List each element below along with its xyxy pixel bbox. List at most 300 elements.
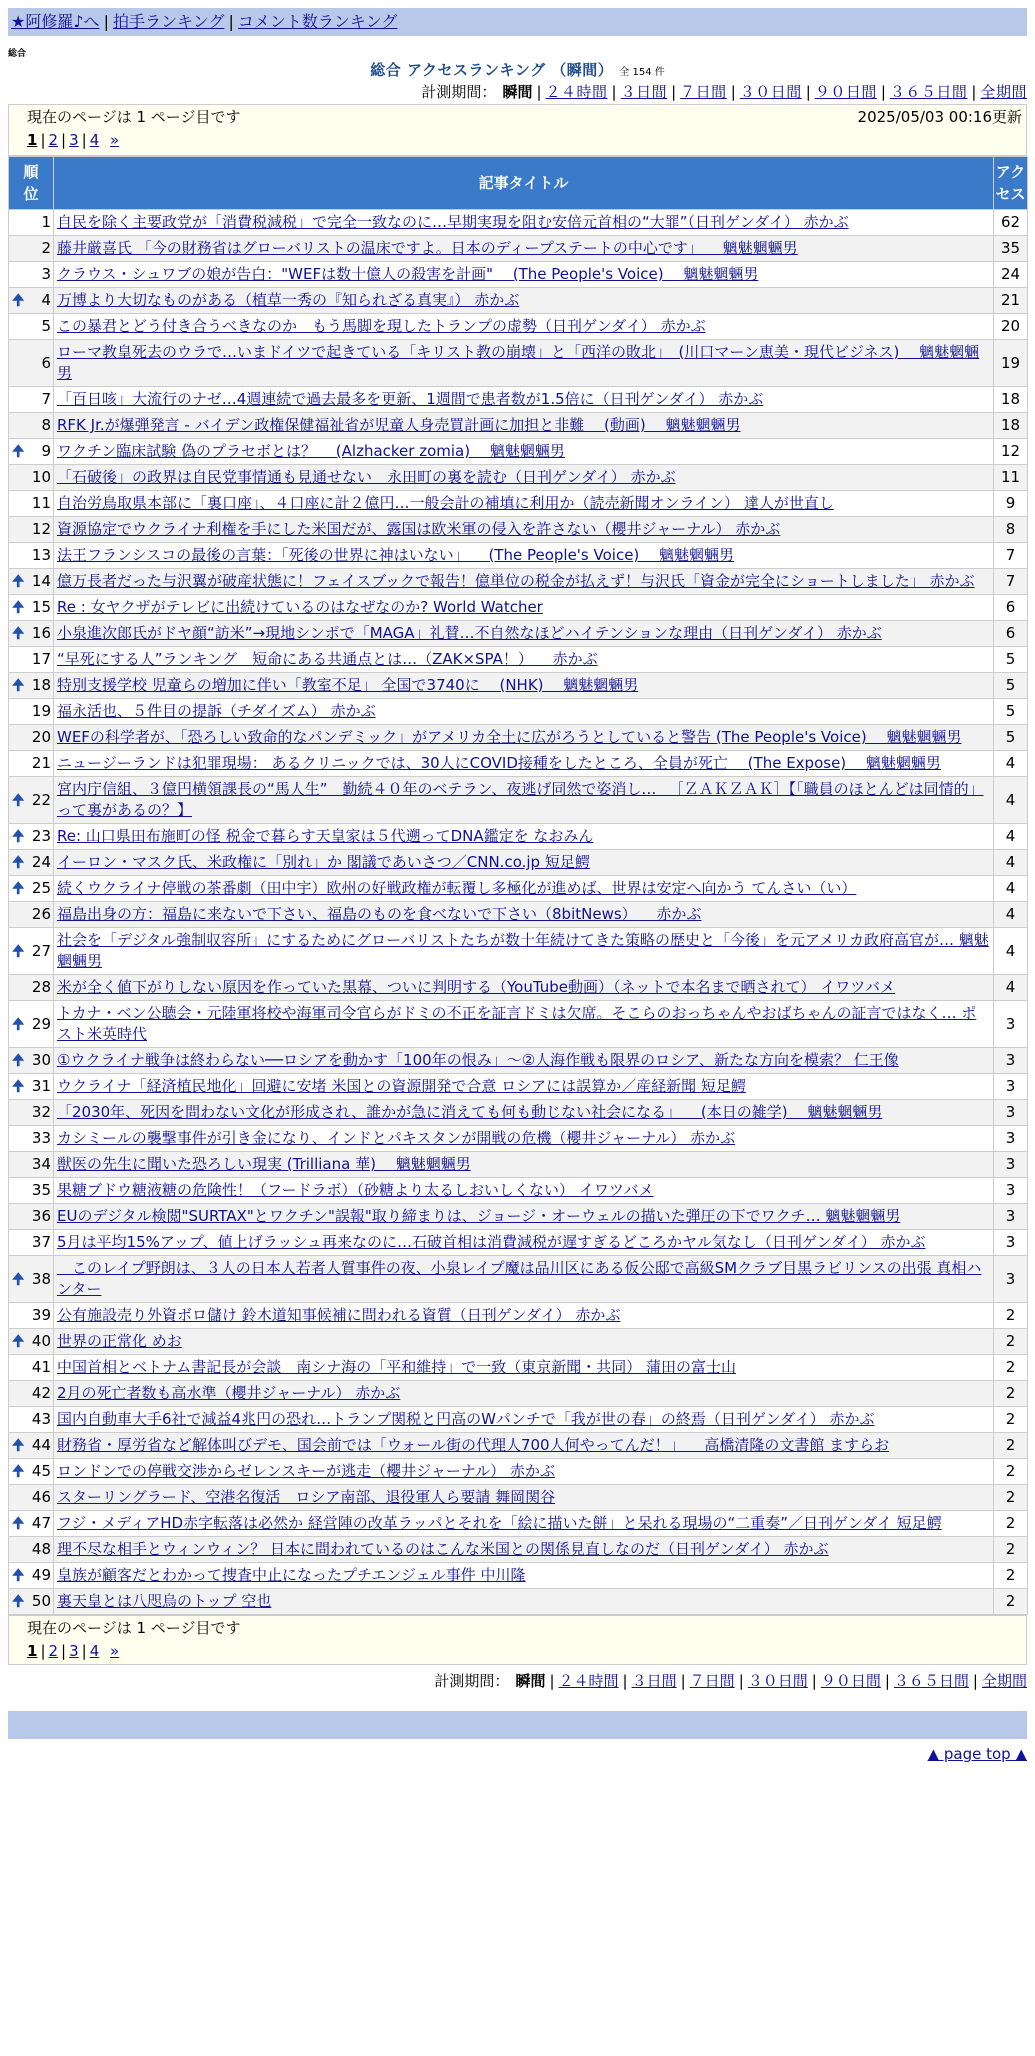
article-title-link[interactable]: ニュージーランドは犯罪現場： あるクリニックでは、30人にCOVID接種をしたところ、全員が死亡 (The Expose) 魑魅魍魎男 [57,754,941,772]
article-title-link[interactable]: ローマ教皇死去のウラで…いまドイツで起きている「キリスト教の崩壊」と「西洋の敗北」 (川口マーン恵美・現代ビジネス) 魑魅魍魎男 [57,343,980,382]
table-row [9,647,1028,673]
article-title-link[interactable]: 福永活也、５件目の提訴（チダイズム） 赤かぶ [57,702,376,720]
title-cell [54,673,994,699]
access-count: 2 [994,1407,1028,1433]
access-count: 3 [994,1074,1028,1100]
period-label: 計測期間： [421,83,497,101]
table-row [9,1459,1028,1485]
table-row [9,902,1028,928]
table-row [9,1433,1028,1459]
page [8,8,1027,1769]
rank-up-arrow-icon: 🠉 [12,1269,25,1288]
rank-number: 34 [31,1155,51,1173]
page-title: 総合 アクセスランキング （瞬間） [370,61,614,79]
access-count: 4 [994,777,1028,824]
rank-cell [9,1100,54,1126]
current-page-text-bottom: 現在のページは 1 ページ目です [27,1619,241,1637]
title-cell [54,1048,994,1074]
rank-cell [9,1204,54,1230]
title-cell [54,1152,994,1178]
period-3d-link[interactable]: ３日間 [631,1672,677,1690]
title-cell [54,1126,994,1152]
access-count: 2 [994,1485,1028,1511]
page-3-link[interactable]: 3 [69,1642,79,1660]
title-cell [54,491,994,517]
article-title-link[interactable]: フジ・メディアHD赤字転落は必然か 経営陣の改革ラッパとそれを「絵に描いた餅」と呆れる現場の“二重奏”／日刊ゲンダイ 短足鰐 [57,1514,942,1532]
rank-up-arrow-icon: 🠉 [12,1514,25,1532]
rank-number: 24 [31,853,51,871]
title-cell [54,262,994,288]
article-title-link[interactable]: WEFの科学者が、「恐ろしい致命的なパンデミック」がアメリカ全土に広がろうとしていると警告 (The People's Voice) 魑魅魍魎男 [57,728,962,746]
rank-number: 1 [41,213,51,231]
rank-up-arrow-icon: 🠉 [12,1462,25,1480]
table-row [9,1204,1028,1230]
article-title-link[interactable]: 「石破後」の政界は自民党事情通も見通せない 永田町の裏を読む（日刊ゲンダイ） 赤かぶ [57,468,676,486]
rank-number: 41 [31,1358,51,1376]
rank-number: 7 [41,390,51,408]
access-count: 7 [994,569,1028,595]
article-title-link[interactable]: Re: 山口県田布施町の怪 税金で暮らす天皇家は５代遡ってDNA鑑定を なおみん [57,827,594,845]
access-count: 18 [994,413,1028,439]
page-1-link[interactable]: 1 [27,1642,38,1660]
rank-number: 42 [31,1384,51,1402]
article-title-link[interactable]: 中国首相とベトナム書記長が会談 南シナ海の「平和維持」で一致（東京新聞・共同） 蒲田の富士山 [57,1358,737,1376]
next-page-link[interactable]: » [110,131,120,149]
table-row [9,387,1028,413]
rank-cell [9,1126,54,1152]
title-cell [54,1256,994,1303]
page-4-link[interactable]: 4 [89,131,100,149]
table-row [9,340,1028,387]
table-row [9,1381,1028,1407]
page-2-link[interactable]: 2 [48,131,59,149]
rank-number: 36 [31,1207,51,1225]
title-cell [54,1459,994,1485]
rank-up-arrow-icon: 🠉 [12,1566,25,1584]
title-cell [54,1329,994,1355]
rank-cell [9,1152,54,1178]
rank-number: 5 [41,317,51,335]
title-cell [54,288,994,314]
title-cell [54,340,994,387]
article-title-link[interactable]: 自治労鳥取県本部に「裏口座」、４口座に計２億円…一般会計の補填に利用か（読売新聞オンライン） 達人が世直し [57,494,834,512]
title-cell [54,975,994,1001]
table-row [9,1178,1028,1204]
article-title-link[interactable]: ロンドンでの停戦交渉からゼレンスキーが逃走（櫻井ジャーナル） 赤かぶ [57,1462,555,1480]
article-title-link[interactable]: 「2030年、死因を問わない文化が形成され、誰かが急に消えても何も動じない社会になる」 (本日の雑学) 魑魅魍魎男 [57,1103,883,1121]
period-all-link[interactable]: 全期間 [981,1672,1027,1690]
access-count: 6 [994,621,1028,647]
rank-cell [9,210,54,236]
title-cell [54,1001,994,1048]
rank-up-arrow-icon: 🠉 [12,1014,25,1033]
comment-ranking-link[interactable]: コメント数ランキング [237,12,398,31]
rank-cell [9,1563,54,1589]
access-count: 2 [994,1537,1028,1563]
article-title-link[interactable]: 続くウクライナ停戦の茶番劇（田中宇）欧州の好戦政権が転覆し多極化が進めば、世界は安定へ向かう てんさい（い） [57,879,857,897]
rank-up-arrow-icon: 🠉 [12,598,25,616]
table-row [9,928,1028,975]
rank-number: 33 [31,1129,51,1147]
article-title-link[interactable]: RFK Jr.が爆弾発言 - バイデン政権保健福祉省が児童人身売買計画に加担と非難 (動画) 魑魅魍魎男 [57,416,741,434]
article-title-link[interactable]: 「百日咳」大流行のナゼ…4週連続で過去最多を更新、1週間で患者数が1.5倍に（日刊ゲンダイ） 赤かぶ [57,390,764,408]
table-row [9,1126,1028,1152]
rank-number: 46 [31,1488,51,1506]
rank-cell [9,1589,54,1615]
title-cell [54,439,994,465]
asyura-home-link[interactable]: ★阿修羅♪へ [11,12,100,31]
rank-cell [9,1485,54,1511]
rank-cell [9,288,54,314]
table-row [9,1256,1028,1303]
article-title-link[interactable]: スターリングラード、空港名復活 ロシア南部、退役軍人ら要請 舞岡関谷 [57,1488,556,1506]
access-count: 2 [994,1355,1028,1381]
article-title-link[interactable]: 万博より大切なものがある（植草一秀の『知られざる真実』） 赤かぶ [57,291,520,309]
rank-number: 21 [31,754,51,772]
period-365d-link[interactable]: ３６５日間 [893,1672,969,1690]
title-cell [54,1433,994,1459]
period-7d-link[interactable]: ７日間 [689,1672,735,1690]
table-row [9,751,1028,777]
rank-cell [9,439,54,465]
page-2-link[interactable]: 2 [48,1642,59,1660]
table-row [9,1589,1028,1615]
access-count: 35 [994,236,1028,262]
rank-cell [9,725,54,751]
rank-cell [9,413,54,439]
article-title-link[interactable]: 自民を除く主要政党が「消費税減税」で完全一致なのに…早期実現を阻む安倍元首相の“大罪”（日刊ゲンダイ） 赤かぶ [57,213,849,231]
table-row [9,465,1028,491]
period-30d-link[interactable]: ３０日間 [739,83,802,101]
period-90d-link[interactable]: ９０日間 [820,1672,881,1690]
access-count: 20 [994,314,1028,340]
period-label: 計測期間： [434,1672,510,1690]
article-title-link[interactable]: 皇族が顧客だとわかって捜査中止になったプチエンジェル事件 中川隆 [57,1566,526,1584]
table-row [9,413,1028,439]
title-cell [54,595,994,621]
access-count: 2 [994,1433,1028,1459]
access-count: 5 [994,673,1028,699]
rank-cell [9,1355,54,1381]
ranking-table [8,156,1028,1615]
period-24h-link[interactable]: ２４時間 [545,83,608,101]
access-count: 3 [994,1152,1028,1178]
rank-cell [9,699,54,725]
access-count: 5 [994,699,1028,725]
table-row [9,1001,1028,1048]
article-title-link[interactable]: 公有施設売り外資ボロ儲け 鈴木道知事候補に問われる資質（日刊ゲンダイ） 赤かぶ [57,1306,621,1324]
access-count: 4 [994,975,1028,1001]
rank-number: 48 [31,1540,51,1558]
updated-timestamp: 2025/05/03 00:16更新 [857,108,1022,126]
access-count: 2 [994,1459,1028,1485]
rank-cell [9,1381,54,1407]
access-count: 12 [994,439,1028,465]
rank-number: 27 [31,941,51,960]
article-title-link[interactable]: ウクライナ「経済植民地化」回避に安堵 米国との資源開発で合意 ロシアには誤算か／産経新聞 短足鰐 [57,1077,746,1095]
article-title-link[interactable]: ワクチン臨床試験 偽のプラセボとは？ (Alzhacker zomia) 魑魅魍魎男 [57,442,565,460]
table-row [9,1048,1028,1074]
top-nav-bar [8,8,1027,36]
table-row [9,1355,1028,1381]
article-title-link[interactable]: 法王フランシスコの最後の言葉：「死後の世界に神はいない」 (The People's Voice) 魑魅魍魎男 [57,546,735,564]
article-title-link[interactable]: 宮内庁信組、３億円横領課長の“馬人生” 勤続４０年のベテラン、夜逃げ同然で姿消し… ［ＺＡＫＺＡＫ］【「職員のほとんどは同情的」って裏があるの？】 [57,780,984,819]
ranking-body [9,210,1028,1615]
access-count: 3 [994,1048,1028,1074]
access-count: 11 [994,465,1028,491]
rank-number: 39 [31,1306,51,1324]
rank-cell [9,1303,54,1329]
rank-up-arrow-icon: 🠉 [12,572,25,590]
table-row [9,1537,1028,1563]
article-title-link[interactable]: イーロン・マスク氏、米政権に「別れ」か 閣議であいさつ／CNN.co.jp 短足鰐 [57,853,590,871]
rank-cell [9,236,54,262]
title-cell [54,928,994,975]
rank-number: 16 [31,624,51,642]
title-cell [54,1511,994,1537]
title-cell [54,751,994,777]
access-count: 2 [994,1511,1028,1537]
access-count: 3 [994,1256,1028,1303]
access-count: 3 [994,1230,1028,1256]
article-title-link[interactable]: “早死にする人”ランキング 短命にある共通点とは…（ZAK×SPA！） 赤かぶ [57,650,598,668]
rank-number: 12 [31,520,51,538]
table-row [9,1511,1028,1537]
page-top-link[interactable]: ▲ page top ▲ [927,1745,1027,1763]
rank-number: 22 [31,790,51,809]
rank-cell [9,517,54,543]
table-row [9,262,1028,288]
rank-up-arrow-icon: 🠉 [12,1592,25,1610]
rank-cell [9,777,54,824]
title-cell [54,777,994,824]
table-row [9,1303,1028,1329]
rank-number: 50 [31,1592,51,1610]
rank-cell [9,569,54,595]
period-current-instant: 瞬間 [515,1672,546,1690]
access-count: 2 [994,1589,1028,1615]
article-title-link[interactable]: 社会を「デジタル強制収容所」にするためにグローバリストたちが数十年続けてきた策略の歴史と「今後」を元アメリカ政府高官が… 魑魅魍魎男 [57,931,989,970]
rank-cell [9,314,54,340]
category-label: 総合 [8,49,27,59]
rank-cell [9,465,54,491]
title-cell [54,1303,994,1329]
rank-number: 25 [31,879,51,897]
rank-up-arrow-icon: 🠉 [12,1436,25,1454]
title-cell [54,210,994,236]
article-title-link[interactable]: 獣医の先生に聞いた恐ろしい現実 (Trilliana 華) 魑魅魍魎男 [57,1155,471,1173]
article-title-link[interactable]: 財務省・厚労省など解体叫びデモ、国会前では「ウォール街の代理人700人何やってんだ！」 高橋清隆の文書館 ますらお [57,1436,890,1454]
rank-number: 43 [31,1410,51,1428]
rank-number: 37 [31,1233,51,1251]
table-row [9,1563,1028,1589]
table-row [9,491,1028,517]
period-365d-link[interactable]: ３６５日間 [889,83,968,101]
article-title-link[interactable]: カシミールの襲撃事件が引き金になり、インドとパキスタンが開戦の危機（櫻井ジャーナル） 赤かぶ [57,1129,736,1147]
bottom-bar [8,1711,1027,1739]
table-row [9,777,1028,824]
article-title-link[interactable]: 資源協定でウクライナ利権を手にした米国だが、露国は欧米軍の侵入を許さない（櫻井ジャーナル） 赤かぶ [57,520,781,538]
article-title-link[interactable]: このレイプ野朗は、３人の日本人若者人質事件の夜、小泉レイプ魔は品川区にある仮公邸で高級SMクラブ目黒ラビリンスの出張 真相ハンター [57,1259,982,1298]
table-row [9,1152,1028,1178]
table-row [9,1074,1028,1100]
rank-cell [9,1433,54,1459]
rank-up-arrow-icon: 🠉 [12,941,25,960]
article-title-link[interactable]: 億万長者だった与沢翼が破産状態に！フェイスブックで報告！億単位の税金が払えず！与沢氏「資金が完全にショートしました」 赤かぶ [57,572,975,590]
rank-cell [9,1511,54,1537]
article-title-link[interactable]: 藤井厳喜氏 「今の財務省はグローバリストの温床ですよ。日本のディープステートの中心です」 魑魅魍魎男 [57,239,798,257]
rank-up-arrow-icon: 🠉 [12,853,25,871]
period-all-link[interactable]: 全期間 [980,83,1027,101]
article-title-link[interactable]: 理不尽な相手とウィンウィン？ 日本に問われているのはこんな米国との関係見直しなのだ（日刊ゲンダイ） 赤かぶ [57,1540,829,1558]
access-count: 9 [994,491,1028,517]
rank-cell [9,876,54,902]
header-title: 記事タイトル [54,157,994,210]
access-count: 3 [994,1178,1028,1204]
rank-number: 13 [31,546,51,564]
page-4-link[interactable]: 4 [89,1642,100,1660]
separator: | [103,12,109,31]
rank-cell [9,491,54,517]
table-row [9,1485,1028,1511]
access-count: 2 [994,1563,1028,1589]
access-count: 4 [994,928,1028,975]
ranking-title-row [8,60,1027,80]
rank-number: 6 [41,353,51,372]
title-cell [54,1178,994,1204]
article-title-link[interactable]: Re : 女ヤクザがテレビに出続けているのはなぜなのか? World Watcher [57,598,543,616]
rank-number: 35 [31,1181,51,1199]
rank-number: 4 [41,291,51,309]
article-title-link[interactable]: 果糖ブドウ糖液糖の危険性！（フードラボ）（砂糖より太るしおいしくない） イワツバメ [57,1181,654,1199]
table-row [9,1329,1028,1355]
period-24h-link[interactable]: ２４時間 [558,1672,619,1690]
article-title-link[interactable]: この暴君とどう付き合うべきなのか もう馬脚を現したトランプの虚勢（日刊ゲンダイ） 赤かぶ [57,317,706,335]
article-title-link[interactable]: ①ウクライナ戦争は終わらない──ロシアを動かす「100年の恨み」～②人海作戦も限界のロシア、新たな方向を模索？ 仁王像 [57,1051,899,1069]
rank-number: 47 [31,1514,51,1532]
article-title-link[interactable]: 裏天皇とは八咫烏のトップ 空也 [57,1592,272,1610]
article-title-link[interactable]: クラウス・シュワブの娘が告白："WEFは数十億人の殺害を計画" (The People's Voice) 魑魅魍魎男 [57,265,759,283]
rank-cell [9,595,54,621]
article-title-link[interactable]: EUのデジタル検閲"SURTAX"とワクチン"誤報"取り締まりは、ジョージ・オーウェルの描いた弾圧の下でワクチ… 魑魅魍魎男 [57,1207,901,1225]
access-count: 4 [994,902,1028,928]
rank-number: 19 [31,702,51,720]
article-title-link[interactable]: 米が全く値下がりしない原因を作っていた黒幕、ついに判明する（YouTube動画）（ネットで本名まで晒されて） イワツバメ [57,978,895,996]
period-selector-bottom: 計測期間： 瞬間 | ２４時間 | ３日間 | ７日間 | ３０日間 | ９０日間 | ３６５日間 | 全期間 [434,1672,1027,1690]
rank-cell [9,621,54,647]
rank-cell [9,824,54,850]
rank-cell [9,1329,54,1355]
access-count: 5 [994,647,1028,673]
page-info-bottom [8,1615,1027,1665]
rank-cell [9,1407,54,1433]
rank-cell [9,1074,54,1100]
rank-number: 8 [41,416,51,434]
access-count: 19 [994,340,1028,387]
access-count: 18 [994,387,1028,413]
article-title-link[interactable]: 世界の正常化 めお [57,1332,182,1350]
rank-cell [9,1001,54,1048]
rank-up-arrow-icon: 🠉 [12,624,25,642]
page-1-link[interactable]: 1 [27,131,38,149]
page-3-link[interactable]: 3 [69,131,79,149]
rank-up-arrow-icon: 🠉 [12,827,25,845]
title-cell [54,850,994,876]
rank-number: 38 [31,1269,51,1288]
title-cell [54,569,994,595]
article-title-link[interactable]: トカナ・ベン公聴会・元陸軍将校や海軍司令官らがドミの不正を証言ドミは欠席。そこらのおっちゃんやおばちゃんの証言ではなく… ポスト米英時代 [57,1004,977,1043]
title-cell [54,647,994,673]
rank-up-arrow-icon: 🠉 [12,291,25,309]
table-row [9,314,1028,340]
rank-cell [9,340,54,387]
rank-number: 30 [31,1051,51,1069]
title-cell [54,1074,994,1100]
article-title-link[interactable]: 特別支援学校 児童らの増加に伴い「教室不足」 全国で3740に (NHK) 魑魅魍魎男 [57,676,639,694]
clap-ranking-link[interactable]: 拍手ランキング [112,12,225,31]
rank-number: 15 [31,598,51,616]
table-row [9,876,1028,902]
title-cell [54,824,994,850]
period-3d-link[interactable]: ３日間 [620,83,668,101]
rank-number: 49 [31,1566,51,1584]
article-title-link[interactable]: 2月の死亡者数も高水準（櫻井ジャーナル） 赤かぶ [57,1384,401,1402]
access-count: 3 [994,1100,1028,1126]
table-row [9,699,1028,725]
article-title-link[interactable]: 国内自動車大手6社で減益4兆円の恐れ…トランプ関税と円高のWパンチで「我が世の春」の終焉（日刊ゲンダイ） 赤かぶ [57,1410,875,1428]
table-row [9,725,1028,751]
rank-number: 28 [31,978,51,996]
period-30d-link[interactable]: ３０日間 [747,1672,808,1690]
title-cell [54,1100,994,1126]
rank-cell [9,751,54,777]
rank-number: 44 [31,1436,51,1454]
table-row [9,621,1028,647]
table-row [9,850,1028,876]
rank-number: 40 [31,1332,51,1350]
rank-up-arrow-icon: 🠉 [12,790,25,809]
rank-up-arrow-icon: 🠉 [12,442,25,460]
rank-cell [9,673,54,699]
access-count: 3 [994,1001,1028,1048]
article-title-link[interactable]: 福島出身の方：福島に来ないで下さい、福島のものを食べないで下さい（8bitNews） 赤かぶ [57,905,702,923]
access-count: 24 [994,262,1028,288]
rank-cell [9,1230,54,1256]
rank-up-arrow-icon: 🠉 [12,1077,25,1095]
table-row [9,236,1028,262]
table-row [9,1407,1028,1433]
rank-number: 11 [31,494,51,512]
rank-cell [9,850,54,876]
table-row [9,673,1028,699]
table-row [9,210,1028,236]
access-count: 4 [994,751,1028,777]
period-90d-link[interactable]: ９０日間 [814,83,877,101]
table-row [9,543,1028,569]
period-7d-link[interactable]: ７日間 [680,83,727,101]
rank-number: 14 [31,572,51,590]
access-count: 62 [994,210,1028,236]
title-cell [54,1204,994,1230]
separator: | [228,12,234,31]
table-row [9,1230,1028,1256]
rank-cell [9,1048,54,1074]
title-cell [54,1355,994,1381]
next-page-link[interactable]: » [110,1642,120,1660]
article-title-link[interactable]: 小泉進次郎氏がドヤ顔“訪米”→現地シンポで「MAGA」礼賛…不自然なほどハイテンションな理由（日刊ゲンダイ） 赤かぶ [57,624,882,642]
rank-number: 29 [31,1014,51,1033]
article-title-link[interactable]: 5月は平均15%アップ、値上げラッシュ再来なのに…石破首相は消費減税が遅すぎるどころかヤル気なし（日刊ゲンダイ） 赤かぶ [57,1233,926,1251]
